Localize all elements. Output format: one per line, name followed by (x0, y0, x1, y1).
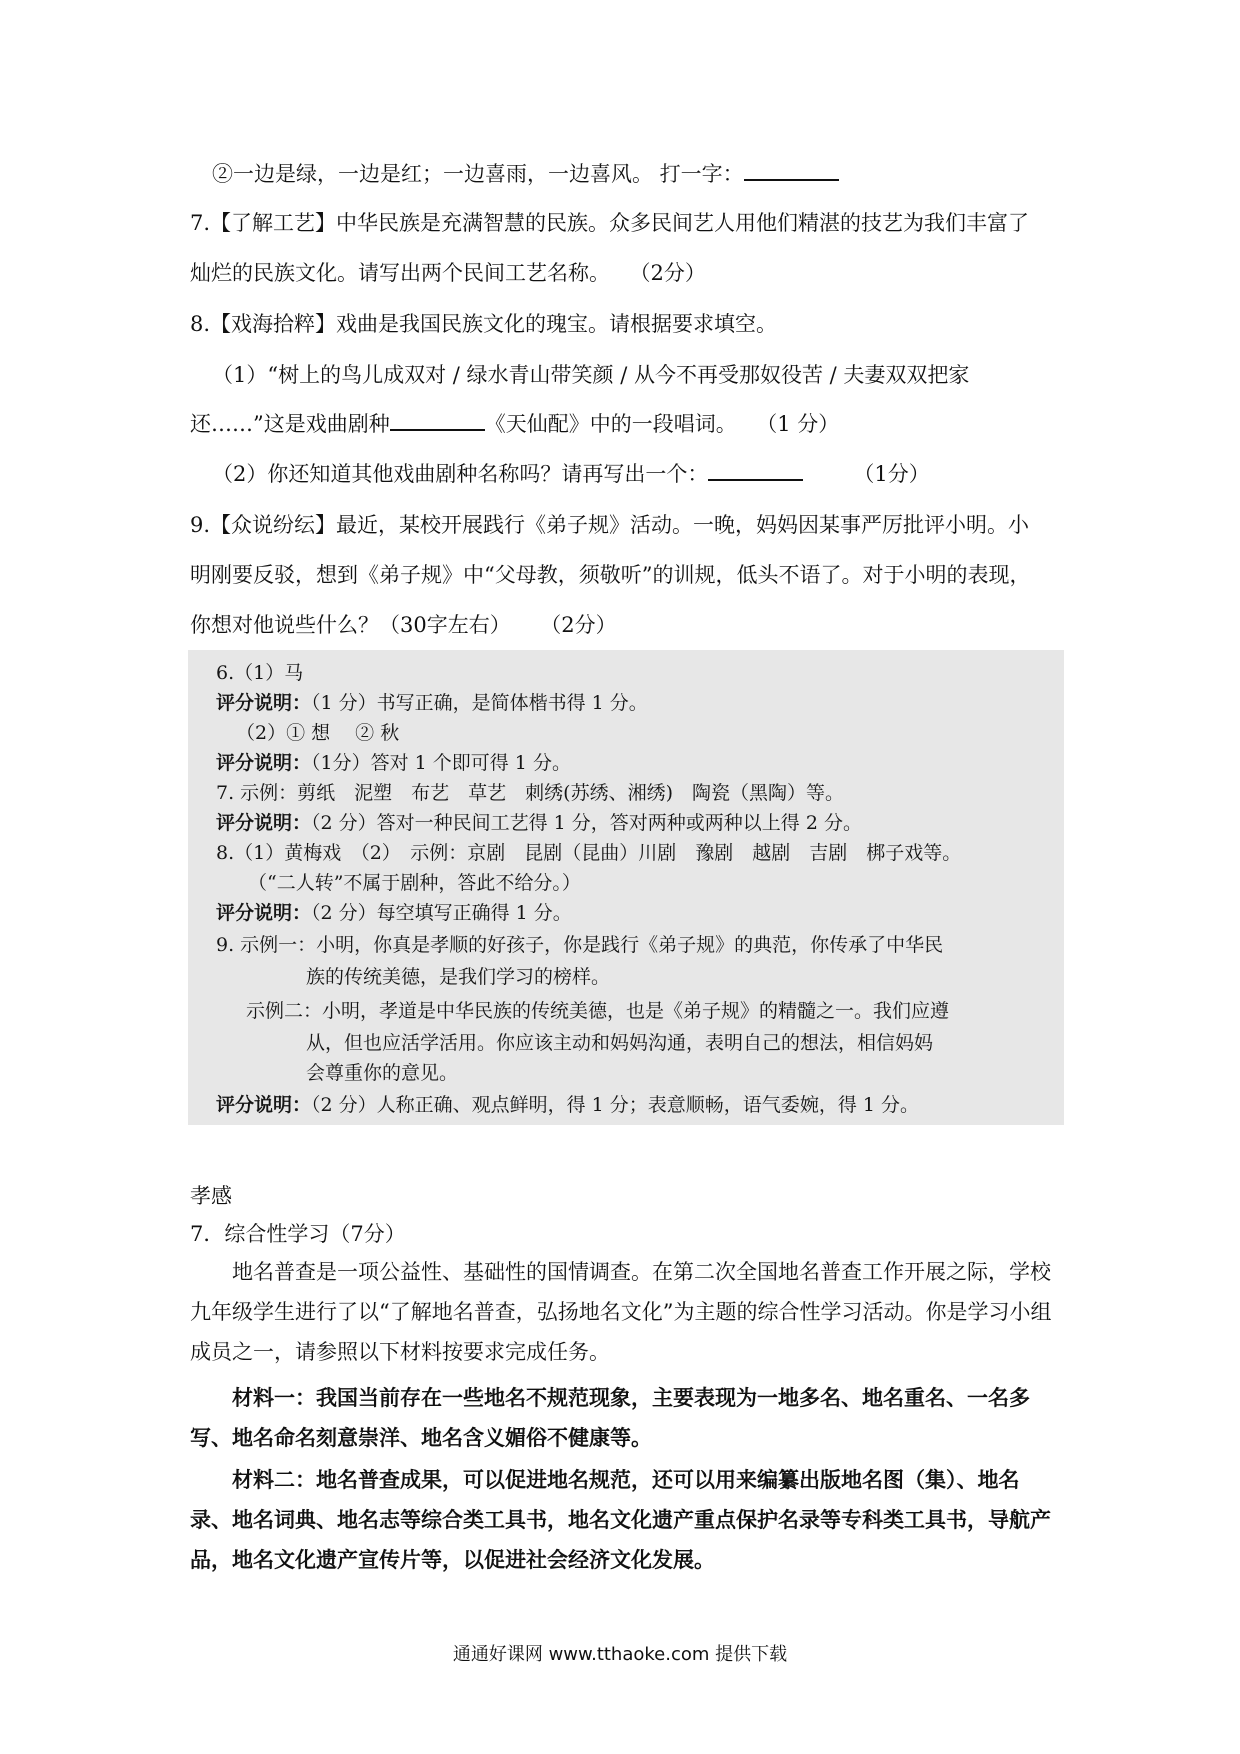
scoring-note-label: 评分说明： (216, 812, 312, 834)
q9-line3 (190, 607, 1060, 643)
page-footer: 通通好课网 www.tthaoke.com 提供下载 (452, 1644, 788, 1665)
scoring-note-label: 评分说明： (216, 1094, 312, 1116)
q8-part2-score: （1分） (853, 462, 930, 486)
answer-9-example1-line1: 9. 示例一：小明，你真是孝顺的好孩子，你是践行《弟子规》的典范，你传承了中华民 (216, 934, 944, 956)
answer-9-example2-line2: 从，但也应活学活用。你应该主动和妈妈沟通，表明自己的想法，相信妈妈 (306, 1032, 934, 1054)
q7-score: （2分） (640, 261, 706, 285)
q8-part1-score: （1 分） (766, 412, 840, 436)
answer-9-note (216, 1090, 1056, 1120)
answer-6-1: 6.（1）马 (216, 662, 304, 684)
scoring-note-label: 评分说明： (216, 752, 312, 774)
answer-7: 7. 示例：剪纸 泥塑 布艺 草艺 刺绣(苏绣、湘绣) 陶瓷（黑陶）等。 (216, 782, 844, 804)
answer-9-example2-line1: 示例二：小明，孝道是中华民族的传统美德，也是《弟子规》的精髓之一。我们应遵 (246, 1000, 950, 1022)
q7-line1: 7.【了解工艺】中华民族是充满智慧的民族。众多民间艺人用他们精湛的技艺为我们丰富了 (190, 211, 1030, 235)
q9-line3-text: 你想对他说些什么？（30字左右） (190, 613, 511, 637)
q8-part1-line2 (190, 406, 1060, 442)
material-two: 材料二：地名普查成果，可以促进地名规范，还可以用来编纂出版地名图（集）、地名录、地名词典、地名志等综合类工具书，地名文化遗产重点保护名录等专科类工具书，导航产品，地名文化遗产宣传片等，以促进社会经济文化发展。 (190, 1468, 1051, 1572)
scoring-note-text: （2 分）每空填写正确得 1 分。 (311, 902, 572, 924)
answer-6-note (216, 688, 1056, 718)
scoring-note-text: （1分）答对 1 个即可得 1 分。 (311, 752, 571, 774)
q9-line2: 明刚要反驳，想到《弟子规》中“父母教，须敬听”的训规，低头不语了。对于小明的表现， (190, 563, 1031, 587)
answer-9-example2-line3: 会尊重你的意见。 (306, 1062, 459, 1084)
answer-6-2-note (216, 748, 1056, 778)
scoring-note-label: 评分说明： (216, 902, 312, 924)
q9-score: （2分） (550, 613, 617, 637)
section-intro: 地名普查是一项公益性、基础性的国情调查。在第二次全国地名普查工作开展之际，学校九年级学生进行了以“了解地名普查，弘扬地名文化”为主题的综合性学习活动。你是学习小组成员之一，请参照以下材料按要求完成任务。 (190, 1260, 1052, 1364)
answer-6-2: （2）① 想 ② 秋 (236, 722, 400, 744)
scoring-note-label: 评分说明： (216, 692, 312, 714)
q6-riddle-text: ②一边是绿，一边是红；一边喜雨，一边喜风。 打一字： (212, 162, 744, 186)
q6-riddle-line (212, 156, 1082, 192)
answer-8: 8.（1）黄梅戏 （2） 示例：京剧 昆剧（昆曲）川剧 豫剧 越剧 吉剧 梆子戏等。 (216, 842, 962, 864)
answer-blank[interactable] (708, 457, 803, 481)
q8-part1-text-b: 《天仙配》中的一段唱词。 (484, 412, 737, 436)
section-heading: 7．综合性学习（7分） (190, 1222, 406, 1246)
q7-line2-text: 灿烂的民族文化。请写出两个民间工艺名称。 (190, 261, 610, 285)
scoring-note-text: （1 分）书写正确，是简体楷书得 1 分。 (311, 692, 648, 714)
scoring-note-text: （2 分）人称正确、观点鲜明，得 1 分；表意顺畅，语气委婉，得 1 分。 (311, 1094, 919, 1116)
q7-line2 (190, 255, 1060, 291)
q8-part1-text-a: 还……”这是戏曲剧种 (190, 412, 390, 436)
answer-key-scan (188, 650, 1064, 1125)
q8-part1-line1: （1）“树上的鸟儿成双对 / 绿水青山带笑颜 / 从今不再受那奴役苦 / 夫妻双双把家 (212, 363, 970, 387)
answer-8-remark: （“二人转”不属于剧种，答此不给分。） (248, 872, 581, 894)
answer-blank[interactable] (390, 407, 485, 431)
material-one: 材料一：我国当前存在一些地名不规范现象，主要表现为一地多名、地名重名、一名多写、地名命名刻意崇洋、地名含义媚俗不健康等。 (190, 1386, 1030, 1450)
q8-intro: 8.【戏海拾粹】戏曲是我国民族文化的瑰宝。请根据要求填空。 (190, 312, 778, 336)
scoring-note-text: （2 分）答对一种民间工艺得 1 分，答对两种或两种以上得 2 分。 (311, 812, 862, 834)
q9-line1: 9.【众说纷纭】最近，某校开展践行《弟子规》活动。一晚，妈妈因某事严厉批评小明。小 (190, 513, 1030, 537)
answer-8-note (216, 898, 1056, 928)
region-label: 孝感 (190, 1184, 232, 1208)
q8-part2-line (212, 456, 1082, 492)
answer-blank[interactable] (744, 157, 839, 181)
answer-9-example1-line2: 族的传统美德，是我们学习的榜样。 (306, 966, 611, 988)
q8-part2-text: （2）你还知道其他戏曲剧种名称吗？请再写出一个： (212, 462, 709, 486)
answer-7-note (216, 808, 1056, 838)
